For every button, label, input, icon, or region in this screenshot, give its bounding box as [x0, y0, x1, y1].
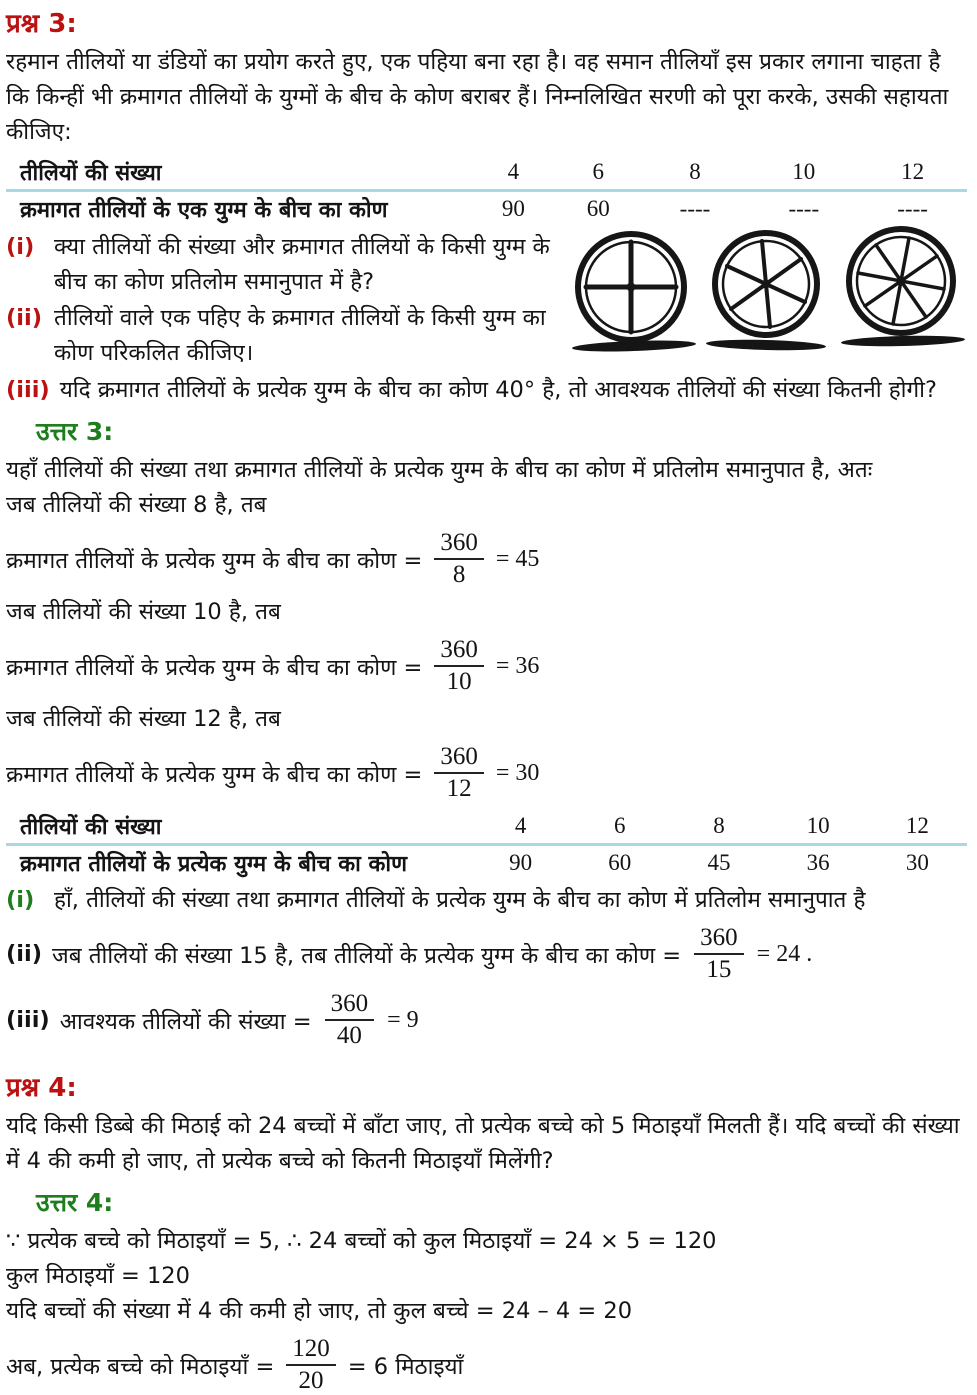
- table-row-label: क्रमागत तीलियों के एक युग्म के बीच का कोण: [20, 198, 388, 223]
- fraction-denominator: 40: [336, 1022, 362, 1049]
- fraction-denominator: 10: [446, 668, 472, 695]
- table-cell: 36: [806, 850, 830, 875]
- fraction: [434, 636, 484, 696]
- part-text: क्या तीलियों की संख्या और क्रमागत तीलियों के किसी युग्म के बीच का कोण प्रतिलोम समानुपात में है?: [54, 234, 550, 295]
- table-cell: 8: [641, 155, 750, 191]
- equation-result: = 9: [387, 1006, 419, 1033]
- fraction: [286, 1335, 336, 1395]
- part-label: (i): [6, 887, 35, 913]
- equation-label: अब, प्रत्येक बच्चे को मिठाइयाँ =: [6, 1353, 275, 1380]
- table-cell: 8: [669, 809, 768, 845]
- table-cell: 4: [471, 155, 556, 191]
- answer3-step1-when: जब तीलियों की संख्या 8 है, तब: [6, 492, 267, 518]
- equation-result: = 24 .: [756, 940, 813, 967]
- part-text: तीलियों वाले एक पहिए के क्रमागत तीलियों के किसी युग्म का कोण परिकलित कीजिए।: [54, 305, 546, 366]
- answer3-step2-when: जब तीलियों की संख्या 10 है, तब: [6, 599, 281, 625]
- part-text: यदि क्रमागत तीलियों के प्रत्येक युग्म के बीच का कोण 40° है, तो आवश्यक तीलियों की संख्या कितनी होगी?: [59, 377, 937, 403]
- question3-parts: [6, 229, 565, 372]
- answer3-step3-equation: [6, 743, 967, 803]
- table-cell: 60: [608, 850, 632, 875]
- fraction-denominator: 12: [446, 775, 472, 802]
- table-cell: 12: [868, 809, 967, 845]
- question-part-ii: [6, 301, 565, 371]
- table-cell: 10: [749, 155, 858, 191]
- table-row: [6, 191, 967, 227]
- question3-spokes-table: [6, 155, 967, 226]
- equation-result: = 6 मिठाइयाँ: [347, 1353, 464, 1380]
- equation-label: क्रमागत तीलियों के प्रत्येक युग्म के बीच का कोण =: [6, 761, 423, 788]
- part-label: (i): [6, 234, 35, 260]
- table-cell: 4: [471, 809, 570, 845]
- equation-result: = 36: [495, 652, 540, 679]
- question3-parts-and-figure: [6, 229, 967, 372]
- answer4-heading: उत्तर 4:: [36, 1188, 114, 1217]
- fraction: [325, 990, 375, 1050]
- part-label: (ii): [6, 941, 42, 967]
- table-cell: ----: [897, 196, 928, 221]
- equation-label: क्रमागत तीलियों के प्रत्येक युग्म के बीच का कोण =: [6, 547, 423, 574]
- part-label: (iii): [6, 1007, 50, 1033]
- table-cell: 10: [769, 809, 868, 845]
- question3-intro: रहमान तीलियों या डंडियों का प्रयोग करते हुए, एक पहिया बना रहा है। वह समान तीलियाँ इस प्रकार लगाना चाहता है कि किन्हीं भी क्रमागत तीलियों के युग्मों के बीच के कोण बराबर हैं। निम्नलिखित सरणी को पूरा करके, उसकी सहायता कीजिए:: [6, 49, 949, 145]
- fraction-numerator: 360: [434, 529, 484, 560]
- wheels-illustration: [565, 225, 967, 363]
- table-cell: 6: [570, 809, 669, 845]
- answer3-heading: उत्तर 3:: [36, 417, 114, 446]
- table-cell: 60: [586, 196, 610, 221]
- equation-result: = 45: [495, 545, 540, 572]
- answer3-step1-equation: [6, 529, 967, 589]
- answer3-intro: यहाँ तीलियों की संख्या तथा क्रमागत तीलियों के प्रत्येक युग्म के बीच का कोण में प्रतिलोम समानुपात है, अतः: [6, 457, 873, 483]
- fraction-numerator: 360: [694, 924, 744, 955]
- table-cell: 90: [509, 850, 533, 875]
- table-cell: 6: [556, 155, 641, 191]
- answer3-step3-when: जब तीलियों की संख्या 12 है, तब: [6, 706, 281, 732]
- answer4-final-equation: [6, 1335, 967, 1395]
- part-text: आवश्यक तीलियों की संख्या =: [59, 1008, 312, 1035]
- fraction-numerator: 360: [434, 636, 484, 667]
- wheel-8-spokes-icon: [841, 229, 965, 348]
- table-row: [6, 809, 967, 845]
- table-cell: 30: [905, 850, 929, 875]
- answer3-spokes-table: [6, 809, 967, 880]
- question4-heading: प्रश्न 4:: [6, 1073, 77, 1103]
- answer-part-ii: [6, 924, 967, 984]
- part-label: (ii): [6, 305, 42, 331]
- fraction-denominator: 15: [706, 956, 732, 983]
- fraction-denominator: 8: [452, 561, 466, 588]
- answer-part-i: [6, 883, 967, 918]
- table-cell: ----: [788, 196, 820, 221]
- question-part-i: [6, 230, 565, 300]
- wheel-6-spokes-icon: [706, 233, 826, 352]
- part-label: (iii): [6, 377, 50, 403]
- table-cell: ----: [679, 196, 711, 221]
- table-cell: 90: [501, 196, 525, 221]
- fraction-numerator: 120: [286, 1335, 336, 1366]
- question3-heading: प्रश्न 3:: [6, 9, 77, 39]
- table-row-label: क्रमागत तीलियों के प्रत्येक युग्म के बीच का कोण: [20, 852, 408, 877]
- table-row-label: तीलियों की संख्या: [6, 809, 471, 845]
- fraction-numerator: 360: [434, 743, 484, 774]
- fraction: [434, 743, 484, 803]
- question-part-iii: [6, 373, 967, 408]
- answer3-step2-equation: [6, 636, 967, 696]
- fraction: [694, 924, 744, 984]
- equation-result: = 30: [495, 759, 540, 786]
- table-cell: 12: [858, 155, 967, 191]
- answer4-line-1: ∵ प्रत्येक बच्चे को मिठाइयाँ = 5, ∴ 24 बच्चों को कुल मिठाइयाँ = 24 × 5 = 120: [6, 1228, 717, 1254]
- fraction-denominator: 20: [298, 1367, 324, 1394]
- table-row-label: तीलियों की संख्या: [6, 155, 471, 191]
- table-row: [6, 155, 967, 191]
- table-row: [6, 845, 967, 881]
- table-cell: 45: [707, 850, 731, 875]
- question4-text: यदि किसी डिब्बे की मिठाई को 24 बच्चों में बाँटा जाए, तो प्रत्येक बच्चे को 5 मिठाइयाँ मिलती हैं। यदि बच्चों की संख्या में 4 की कमी हो जाए, तो प्रत्येक बच्चे को कितनी मिठाइयाँ मिलेंगी?: [6, 1113, 960, 1174]
- part-text: हाँ, तीलियों की संख्या तथा क्रमागत तीलियों के प्रत्येक युग्म के बीच का कोण में प्रतिलोम समानुपात है: [54, 887, 866, 913]
- part-text: जब तीलियों की संख्या 15 है, तब तीलियों के प्रत्येक युग्म के बीच का कोण =: [52, 942, 682, 969]
- wheels-figure-svg: [565, 225, 965, 359]
- answer4-line-2: कुल मिठाइयाँ = 120: [6, 1263, 190, 1289]
- fraction: [434, 529, 484, 589]
- answer4-line-3: यदि बच्चों की संख्या में 4 की कमी हो जाए, तो कुल बच्चे = 24 – 4 = 20: [6, 1298, 633, 1324]
- wheel-4-spokes-icon: [572, 234, 696, 353]
- answer-part-iii: [6, 990, 967, 1050]
- fraction-numerator: 360: [325, 990, 375, 1021]
- equation-label: क्रमागत तीलियों के प्रत्येक युग्म के बीच का कोण =: [6, 654, 423, 681]
